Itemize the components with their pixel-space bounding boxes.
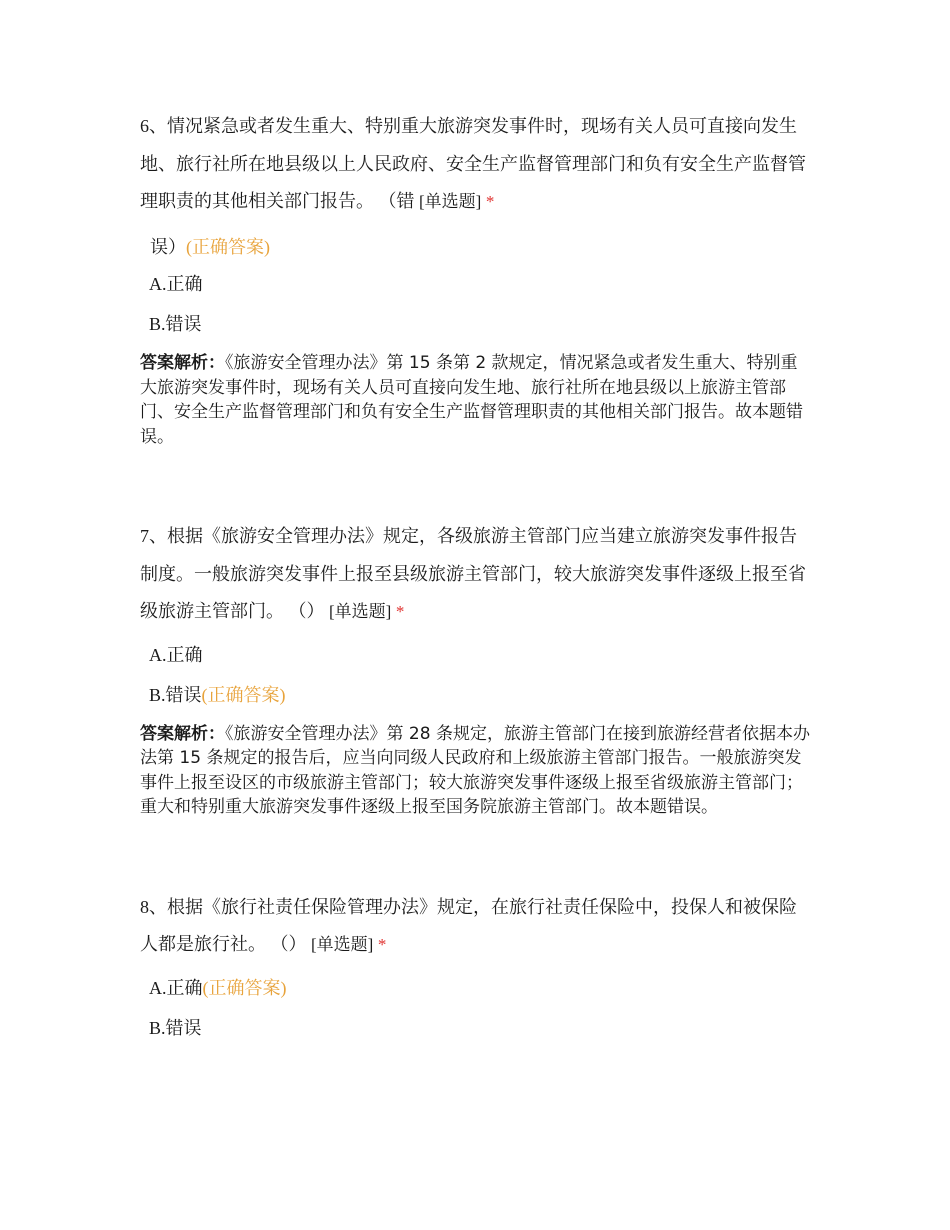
correct-answer-tag: (正确答案) (186, 236, 270, 257)
option-label: A.正确 (149, 977, 203, 998)
option-label: A.正确 (149, 644, 203, 665)
question-8-option-b[interactable] (140, 1016, 814, 1040)
question-7-analysis (140, 722, 814, 820)
required-marker: * (395, 602, 405, 621)
question-8-text (140, 889, 814, 964)
question-6-text (140, 108, 814, 221)
question-8-stem: 8、根据《旅行社责任保险管理办法》规定，在旅行社责任保险中，投保人和被保险人都是旅行社。 （） (140, 896, 797, 954)
option-label: B.错误 (149, 684, 202, 705)
question-6-stem: 6、情况紧急或者发生重大、特别重大旅游突发事件时，现场有关人员可直接向发生地、旅行社所在地县级以上人民政府、安全生产监督管理部门和负有安全生产监督管理职责的其他相关部门报告。 （错 (140, 116, 806, 211)
option-label: A.正确 (149, 274, 203, 294)
question-8-option-a[interactable] (140, 976, 814, 1000)
question-6-continuation (140, 229, 814, 267)
question-6 (140, 108, 814, 449)
document-page (140, 108, 814, 1040)
question-7-type: [单选题] (329, 602, 392, 621)
question-6-option-b[interactable] (140, 312, 814, 336)
correct-answer-tag: (正确答案) (202, 977, 287, 998)
correct-answer-tag: (正确答案) (201, 684, 286, 705)
analysis-text: 《旅游安全管理办法》第 15 条第 2 款规定，情况紧急或者发生重大、特别重大旅游突发事件时，现场有关人员可直接向发生地、旅行社所在地县级以上旅游主管部门、安全生产监督管理部门和负有安全生产监督管理职责的其他相关部门报告。故本题错误。 (140, 353, 803, 447)
question-6-type: [单选题] (419, 192, 482, 211)
required-marker: * (377, 935, 387, 954)
question-6-continuation-text: 误） (150, 236, 186, 257)
question-8 (140, 889, 814, 1040)
analysis-label: 答案解析： (140, 723, 225, 744)
question-6-analysis (140, 351, 814, 449)
option-label: B.错误 (149, 314, 202, 334)
question-7-stem: 7、根据《旅游安全管理办法》规定，各级旅游主管部门应当建立旅游突发事件报告制度。一般旅游突发事件上报至县级旅游主管部门，较大旅游突发事件逐级上报至省级旅游主管部门。 （） (140, 526, 806, 621)
question-7-option-b[interactable] (140, 683, 814, 707)
analysis-text: 《旅游安全管理办法》第 28 条规定，旅游主管部门在接到旅游经营者依据本办法第 15 条规定的报告后，应当向同级人民政府和上级旅游主管部门报告。一般旅游突发事件上报至设区的市级旅游主管部门；较大旅游突发事件逐级上报至省级旅游主管部门；重大和特别重大旅游突发事件逐级上报至国务院旅游主管部门。故本题错误。 (140, 723, 810, 817)
question-7-text (140, 518, 814, 631)
question-6-option-a[interactable] (140, 272, 814, 296)
question-7 (140, 518, 814, 820)
question-7-option-a[interactable] (140, 643, 814, 667)
option-label: B.错误 (149, 1017, 202, 1038)
analysis-label: 答案解析： (140, 353, 225, 373)
question-8-type: [单选题] (311, 935, 374, 954)
required-marker: * (485, 192, 495, 211)
